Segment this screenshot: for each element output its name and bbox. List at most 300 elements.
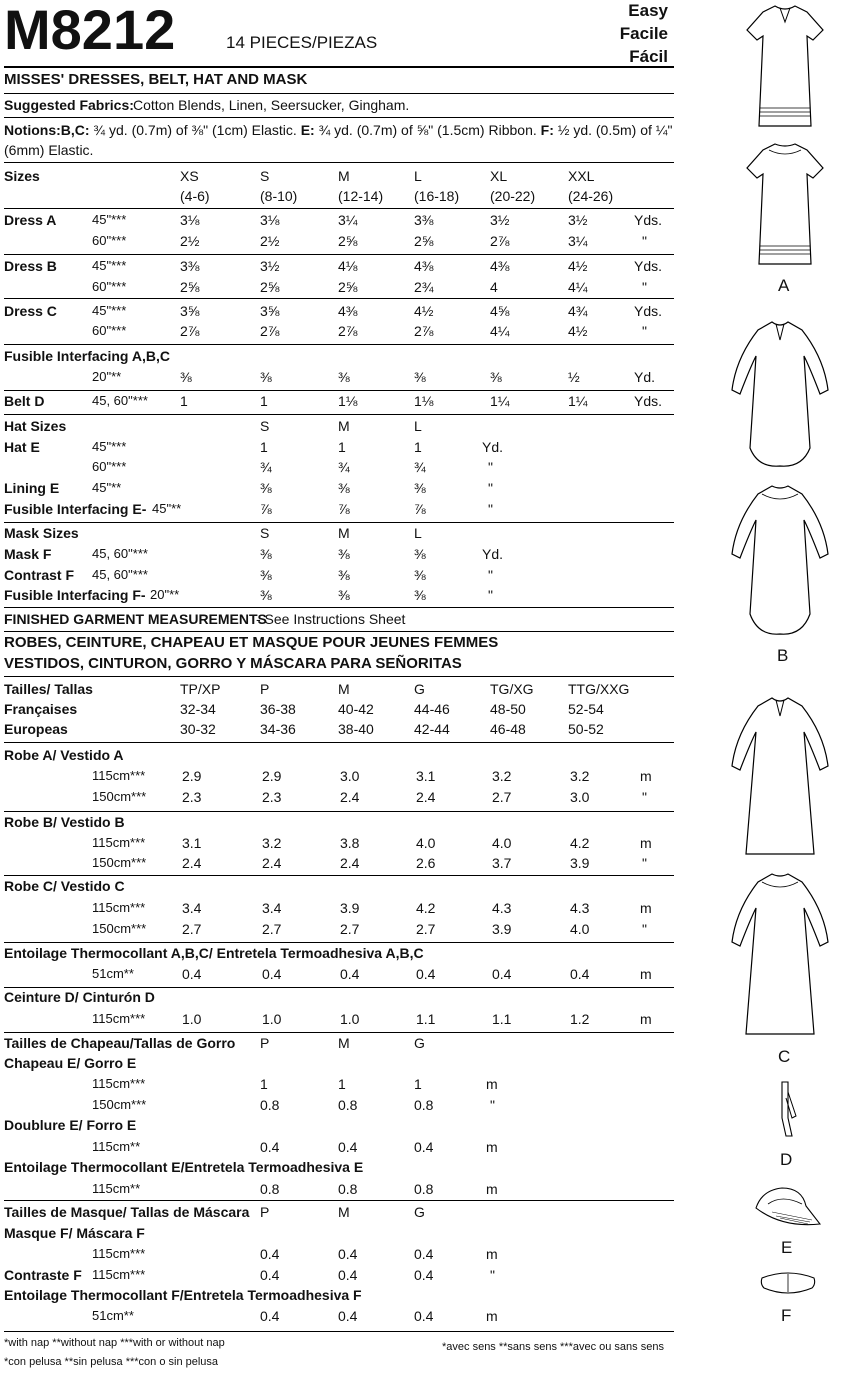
- unit: ": [642, 323, 647, 339]
- fabric-width: 45"**: [92, 480, 122, 495]
- fabrics-text: Cotton Blends, Linen, Seersucker, Gingham.: [133, 97, 410, 113]
- yardage-value: 2⅞: [490, 233, 510, 249]
- meter-value: 2.7: [416, 921, 436, 937]
- yardage-value: ¾: [414, 459, 426, 475]
- divider-line: [4, 254, 674, 255]
- divider-line: [4, 414, 674, 415]
- meter-value: 0.4: [260, 1246, 280, 1262]
- title-french: ROBES, CEINTURE, CHAPEAU ET MASQUE POUR JEUNES FEMMES: [4, 634, 499, 651]
- french-size: 40-42: [338, 701, 374, 717]
- pieces-count: 14 PIECES/PIEZAS: [226, 33, 378, 52]
- meter-value: 0.8: [260, 1181, 280, 1197]
- meter-value: 0.4: [260, 1267, 280, 1283]
- row-label: Mask F: [4, 546, 52, 562]
- divider-line: [4, 676, 674, 677]
- meter-value: 3.7: [492, 855, 512, 871]
- yardage-value: 4¾: [568, 303, 588, 319]
- meter-value: 2.3: [262, 789, 282, 805]
- meter-value: 0.4: [262, 966, 282, 982]
- meter-value: 2.7: [492, 789, 512, 805]
- notions-part: Notions:: [4, 122, 61, 138]
- view-label: F: [781, 1306, 792, 1325]
- size-range: (20-22): [490, 188, 536, 204]
- row-label: Contrast F: [4, 567, 74, 583]
- meter-value: 4.0: [570, 921, 590, 937]
- group-label: Masque F/ Máscara F: [4, 1225, 145, 1241]
- footnote-french: *avec sens **sans sens ***avec ou sans sens: [442, 1341, 664, 1353]
- meter-value: 0.4: [260, 1308, 280, 1324]
- view-label: C: [778, 1047, 791, 1066]
- metric-mask-size: M: [338, 1204, 350, 1220]
- group-label: Entoilage Thermocollant E/Entretela Termoadhesiva E: [4, 1159, 364, 1175]
- group-label: Entoilage Thermocollant F/Entretela Termoadhesiva F: [4, 1287, 362, 1303]
- meter-value: 1.0: [182, 1011, 202, 1027]
- meter-value: 0.4: [260, 1139, 280, 1155]
- yardage-value: 2½: [180, 233, 200, 249]
- yardage-value: 4¼: [490, 323, 510, 339]
- yardage-value: 3½: [260, 258, 280, 274]
- fabric-width: 45"**: [152, 501, 182, 516]
- pattern-number: M8212: [4, 0, 176, 61]
- view-label: B: [777, 646, 789, 665]
- yardage-value: 2⅞: [338, 323, 358, 339]
- yardage-value: ¾: [260, 459, 272, 475]
- meter-value: 0.8: [338, 1097, 358, 1113]
- meter-value: 2.3: [182, 789, 202, 805]
- meter-value: 3.1: [416, 768, 436, 784]
- unit: m: [640, 966, 652, 982]
- dress-b-back-sketch: [730, 482, 830, 638]
- yardage-value: 3⅛: [180, 212, 200, 228]
- yardage-value: 2⅝: [338, 279, 358, 295]
- unit: ": [488, 587, 493, 603]
- meter-value: 0.8: [338, 1181, 358, 1197]
- fabric-width: 115cm***: [92, 1246, 146, 1261]
- meter-value: 3.0: [340, 768, 360, 784]
- mask-size: L: [414, 525, 422, 541]
- unit: m: [486, 1308, 498, 1324]
- european-size: 42-44: [414, 721, 450, 737]
- sizes-label: Sizes: [4, 168, 40, 184]
- difficulty-label: Fácil: [629, 47, 668, 66]
- row-label: Belt D: [4, 393, 45, 409]
- meter-value: 2.7: [340, 921, 360, 937]
- metric-hat-size: M: [338, 1035, 350, 1051]
- hat-size: L: [414, 418, 422, 434]
- fabric-width: 45"***: [92, 212, 127, 227]
- european-size: 34-36: [260, 721, 296, 737]
- yardage-value: ⅜: [338, 480, 350, 496]
- fabric-width: 60"***: [92, 233, 127, 248]
- meter-value: 3.1: [182, 835, 202, 851]
- yardage-value: 4¼: [568, 279, 588, 295]
- yardage-value: 1: [338, 439, 346, 455]
- divider-line: [4, 117, 674, 118]
- notions-part: ¾ yd. (0.7m) of ⅜" (1cm) Elastic.: [89, 122, 301, 138]
- hat-size: M: [338, 418, 350, 434]
- belt-d-sketch: [776, 1078, 800, 1138]
- yardage-value: 1: [260, 393, 268, 409]
- metric-size: TG/XG: [490, 681, 534, 697]
- group-label: Robe A/ Vestido A: [4, 747, 124, 763]
- finished-measurements-label: FINISHED GARMENT MEASUREMENTS: [4, 611, 267, 627]
- meter-value: 2.6: [416, 855, 436, 871]
- notions-part: ¾ yd. (0.7m) of ⅝" (1.5cm) Ribbon.: [314, 122, 541, 138]
- divider-line: [4, 1200, 674, 1201]
- divider-line: [4, 1032, 674, 1033]
- row-label: Dress C: [4, 303, 57, 319]
- yardage-value: ⅜: [414, 587, 426, 603]
- unit: ": [488, 459, 493, 475]
- yardage-value: ⅞: [414, 501, 426, 517]
- notions-part: ½ yd. (0.5m) of ¼": [553, 122, 673, 138]
- yardage-value: 4⅜: [414, 258, 434, 274]
- yardage-value: ¾: [338, 459, 350, 475]
- meter-value: 2.7: [182, 921, 202, 937]
- fabric-width: 60"***: [92, 279, 127, 294]
- divider-line: [4, 162, 674, 163]
- french-sizes-label: Françaises: [4, 701, 78, 717]
- european-size: 50-52: [568, 721, 604, 737]
- metric-mask-size: G: [414, 1204, 425, 1220]
- yardage-value: 3⅝: [180, 303, 200, 319]
- yardage-value: 3⅛: [260, 212, 280, 228]
- meter-value: 2.4: [340, 855, 360, 871]
- view-label: A: [778, 276, 790, 295]
- meter-value: 3.9: [570, 855, 590, 871]
- meter-value: 4.2: [570, 835, 590, 851]
- fabric-width: 115cm***: [92, 1267, 146, 1282]
- unit: Yd.: [634, 369, 656, 385]
- meter-value: 0.4: [338, 1308, 358, 1324]
- yardage-value: ⅜: [260, 369, 272, 385]
- unit: m: [640, 835, 652, 851]
- yardage-value: ⅜: [260, 587, 272, 603]
- unit: ": [490, 1267, 495, 1283]
- divider-line: [4, 742, 674, 743]
- unit: ": [642, 279, 647, 295]
- unit: ": [642, 855, 647, 871]
- european-size: 30-32: [180, 721, 216, 737]
- meter-value: 0.8: [260, 1097, 280, 1113]
- meter-value: 0.8: [414, 1097, 434, 1113]
- yardage-value: ⅜: [338, 567, 350, 583]
- fabric-width: 115cm***: [92, 900, 146, 915]
- yardage-value: ⅞: [260, 501, 272, 517]
- fabric-width: 45, 60"***: [92, 393, 148, 408]
- unit: m: [640, 1011, 652, 1027]
- unit: Yds.: [634, 212, 663, 228]
- group-label: Contraste F: [4, 1267, 82, 1283]
- divider-line: [4, 607, 674, 608]
- meter-value: 2.7: [262, 921, 282, 937]
- group-label: Doublure E/ Forro E: [4, 1117, 137, 1133]
- unit: ": [642, 921, 647, 937]
- meter-value: 0.4: [340, 966, 360, 982]
- meter-value: 1: [260, 1076, 268, 1092]
- unit: ": [642, 233, 647, 249]
- dress-a-back-sketch: [745, 140, 825, 268]
- yardage-value: ⅜: [414, 369, 426, 385]
- unit: m: [640, 900, 652, 916]
- notions-part: F:: [540, 122, 554, 138]
- yardage-value: ⅜: [338, 369, 350, 385]
- unit: Yd.: [482, 439, 504, 455]
- french-size: 32-34: [180, 701, 216, 717]
- fabric-width: 45"***: [92, 258, 127, 273]
- size-range: (24-26): [568, 188, 614, 204]
- yardage-value: 2⅞: [414, 323, 434, 339]
- group-label: Robe C/ Vestido C: [4, 878, 125, 894]
- meter-value: 0.4: [416, 966, 436, 982]
- meter-value: 0.4: [414, 1267, 434, 1283]
- divider-line: [4, 987, 674, 988]
- group-label: Ceinture D/ Cinturón D: [4, 989, 155, 1005]
- yardage-value: ½: [568, 369, 580, 385]
- meter-value: 0.4: [414, 1139, 434, 1155]
- french-size: 52-54: [568, 701, 604, 717]
- european-sizes-label: Europeas: [4, 721, 68, 737]
- unit: Yds.: [634, 303, 663, 319]
- row-label: Fusible Interfacing E-: [4, 501, 147, 517]
- yardage-value: 3⅜: [414, 212, 434, 228]
- meter-value: 3.4: [182, 900, 202, 916]
- meter-value: 3.2: [570, 768, 590, 784]
- meter-value: 2.4: [416, 789, 436, 805]
- unit: ": [490, 1097, 495, 1113]
- row-label: Fusible Interfacing F-: [4, 587, 146, 603]
- metric-size: P: [260, 681, 270, 697]
- fabric-width: 150cm***: [92, 921, 147, 936]
- divider-line: [4, 390, 674, 391]
- unit: m: [486, 1076, 498, 1092]
- metric-hat-size: G: [414, 1035, 425, 1051]
- meter-value: 3.9: [340, 900, 360, 916]
- finished-measurements-text: - See Instructions Sheet: [256, 611, 406, 627]
- metric-hat-sizes-label: Tailles de Chapeau/Tallas de Gorro: [4, 1035, 236, 1051]
- yardage-value: 4½: [568, 323, 588, 339]
- size-header: S: [260, 168, 270, 184]
- meter-value: 2.4: [262, 855, 282, 871]
- row-label: Dress A: [4, 212, 57, 228]
- yardage-value: ⅜: [414, 480, 426, 496]
- unit: ": [642, 789, 647, 805]
- french-size: 44-46: [414, 701, 450, 717]
- yardage-value: 2⅝: [414, 233, 434, 249]
- meter-value: 3.2: [492, 768, 512, 784]
- meter-value: 3.9: [492, 921, 512, 937]
- fabric-width: 115cm***: [92, 768, 146, 783]
- fabric-width: 45, 60"***: [92, 567, 148, 582]
- mask-sizes-label: Mask Sizes: [4, 525, 79, 541]
- unit: m: [486, 1246, 498, 1262]
- size-header: XXL: [568, 168, 595, 184]
- meter-value: 3.8: [340, 835, 360, 851]
- metric-size: TP/XP: [180, 681, 221, 697]
- meter-value: 3.4: [262, 900, 282, 916]
- yardage-value: 3⅜: [180, 258, 200, 274]
- yardage-value: ⅞: [338, 501, 350, 517]
- divider-line: [4, 631, 674, 632]
- yardage-value: 4⅜: [490, 258, 510, 274]
- yardage-value: 4½: [568, 258, 588, 274]
- unit: m: [486, 1139, 498, 1155]
- fabrics-label: Suggested Fabrics:: [4, 97, 134, 113]
- yardage-value: 4⅝: [490, 303, 510, 319]
- unit: ": [488, 567, 493, 583]
- french-size: 48-50: [490, 701, 526, 717]
- meter-value: 2.9: [262, 768, 282, 784]
- yardage-value: 1: [180, 393, 188, 409]
- fabric-width: 115cm***: [92, 1011, 146, 1026]
- unit: Yd.: [482, 546, 504, 562]
- yardage-value: 1¼: [568, 393, 588, 409]
- fabric-width: 51cm**: [92, 1308, 134, 1323]
- size-range: (12-14): [338, 188, 384, 204]
- footnote-spanish: *con pelusa **sin pelusa ***con o sin pelusa: [4, 1356, 219, 1368]
- mask-size: M: [338, 525, 350, 541]
- yardage-value: 4½: [414, 303, 434, 319]
- divider-line: [4, 1331, 674, 1332]
- unit: ": [488, 501, 493, 517]
- divider-line: [4, 298, 674, 299]
- meter-value: 1.1: [416, 1011, 436, 1027]
- meter-value: 0.4: [570, 966, 590, 982]
- fabric-width: 115cm***: [92, 1076, 146, 1091]
- group-label: Entoilage Thermocollant A,B,C/ Entretela Termoadhesiva A,B,C: [4, 945, 424, 961]
- divider-line: [4, 811, 674, 812]
- yardage-value: ⅜: [338, 546, 350, 562]
- meter-value: 4.3: [570, 900, 590, 916]
- yardage-value: 2⅝: [260, 279, 280, 295]
- fabric-width: 20"**: [150, 587, 180, 602]
- meter-value: 4.3: [492, 900, 512, 916]
- european-size: 38-40: [338, 721, 374, 737]
- yardage-value: 3½: [568, 212, 588, 228]
- mask-size: S: [260, 525, 270, 541]
- difficulty-label: Easy: [628, 1, 668, 20]
- fabric-width: 60"***: [92, 459, 127, 474]
- fabric-width: 150cm***: [92, 855, 147, 870]
- fabric-width: 60"***: [92, 323, 127, 338]
- yardage-value: ⅜: [260, 546, 272, 562]
- meter-value: 0.4: [338, 1139, 358, 1155]
- divider-line: [4, 522, 674, 523]
- french-size: 36-38: [260, 701, 296, 717]
- fabric-width: 45"***: [92, 439, 127, 454]
- title-spanish: VESTIDOS, CINTURON, GORRO Y MÁSCARA PARA SEÑORITAS: [4, 655, 462, 672]
- meter-value: 0.4: [338, 1246, 358, 1262]
- yardage-value: 1¼: [490, 393, 510, 409]
- meter-value: 1: [338, 1076, 346, 1092]
- unit: Yds.: [634, 393, 663, 409]
- meter-value: 2.4: [340, 789, 360, 805]
- fabric-width: 45, 60"***: [92, 546, 148, 561]
- view-label: E: [781, 1238, 793, 1257]
- dress-c-front-sketch: [730, 694, 830, 858]
- size-header: XL: [490, 168, 508, 184]
- fabric-width: 51cm**: [92, 966, 134, 981]
- fabric-width: 45"***: [92, 303, 127, 318]
- yardage-value: 3¼: [568, 233, 588, 249]
- hat-sizes-label: Hat Sizes: [4, 418, 67, 434]
- yardage-value: 2½: [260, 233, 280, 249]
- mask-f-sketch: [758, 1270, 818, 1296]
- yardage-value: 1: [414, 439, 422, 455]
- metric-size: G: [414, 681, 425, 697]
- yardage-value: 2⅞: [180, 323, 200, 339]
- yardage-value: 2⅞: [260, 323, 280, 339]
- divider-line: [4, 66, 674, 68]
- row-label: Hat E: [4, 439, 40, 455]
- yardage-value: 4⅛: [338, 258, 358, 274]
- yardage-value: 4: [490, 279, 498, 295]
- fabric-width: 115cm**: [92, 1181, 141, 1196]
- fabric-width: 20"**: [92, 369, 122, 384]
- yardage-value: ⅜: [260, 480, 272, 496]
- meter-value: 0.4: [338, 1267, 358, 1283]
- meter-value: 0.4: [414, 1246, 434, 1262]
- divider-line: [4, 208, 674, 209]
- dress-c-back-sketch: [730, 870, 830, 1038]
- unit: m: [486, 1181, 498, 1197]
- yardage-value: 3¼: [338, 212, 358, 228]
- divider-line: [4, 942, 674, 943]
- dress-b-front-sketch: [730, 318, 830, 470]
- hat-e-sketch: [752, 1184, 822, 1228]
- dress-a-front-sketch: [745, 2, 825, 130]
- group-label: Chapeau E/ Gorro E: [4, 1055, 137, 1071]
- meter-value: 3.2: [262, 835, 282, 851]
- yardage-value: 1⅛: [338, 393, 358, 409]
- yardage-value: 1: [260, 439, 268, 455]
- meter-value: 1.0: [262, 1011, 282, 1027]
- notions-part: E:: [300, 122, 315, 138]
- fabric-width: 150cm***: [92, 789, 147, 804]
- yardage-value: ⅜: [338, 587, 350, 603]
- unit: Yds.: [634, 258, 663, 274]
- metric-size: M: [338, 681, 350, 697]
- meter-value: 1.1: [492, 1011, 512, 1027]
- size-range: (8-10): [260, 188, 298, 204]
- difficulty-label: Facile: [619, 24, 668, 43]
- yardage-value: ⅜: [414, 567, 426, 583]
- yardage-value: ⅜: [490, 369, 502, 385]
- meter-value: 1.2: [570, 1011, 590, 1027]
- divider-line: [4, 344, 674, 345]
- view-label: D: [780, 1150, 793, 1169]
- meter-value: 0.8: [414, 1181, 434, 1197]
- yardage-value: ⅜: [260, 567, 272, 583]
- yardage-value: ⅜: [414, 546, 426, 562]
- row-label: Dress B: [4, 258, 57, 274]
- metric-size: TTG/XXG: [568, 681, 630, 697]
- metric-sizes-label: Tailles/ Tallas: [4, 681, 93, 697]
- meter-value: 1.0: [340, 1011, 360, 1027]
- yardage-value: ⅜: [180, 369, 192, 385]
- metric-mask-sizes-label: Tailles de Masque/ Tallas de Máscara: [4, 1204, 250, 1220]
- meter-value: 4.0: [492, 835, 512, 851]
- size-range: (16-18): [414, 188, 460, 204]
- fabric-width: 115cm***: [92, 835, 146, 850]
- fabric-width: 115cm**: [92, 1139, 141, 1154]
- meter-value: 0.4: [414, 1308, 434, 1324]
- yardage-value: 2⅝: [338, 233, 358, 249]
- unit: ": [488, 480, 493, 496]
- meter-value: 0.4: [492, 966, 512, 982]
- notions-line-2: (6mm) Elastic.: [4, 142, 94, 158]
- meter-value: 2.9: [182, 768, 202, 784]
